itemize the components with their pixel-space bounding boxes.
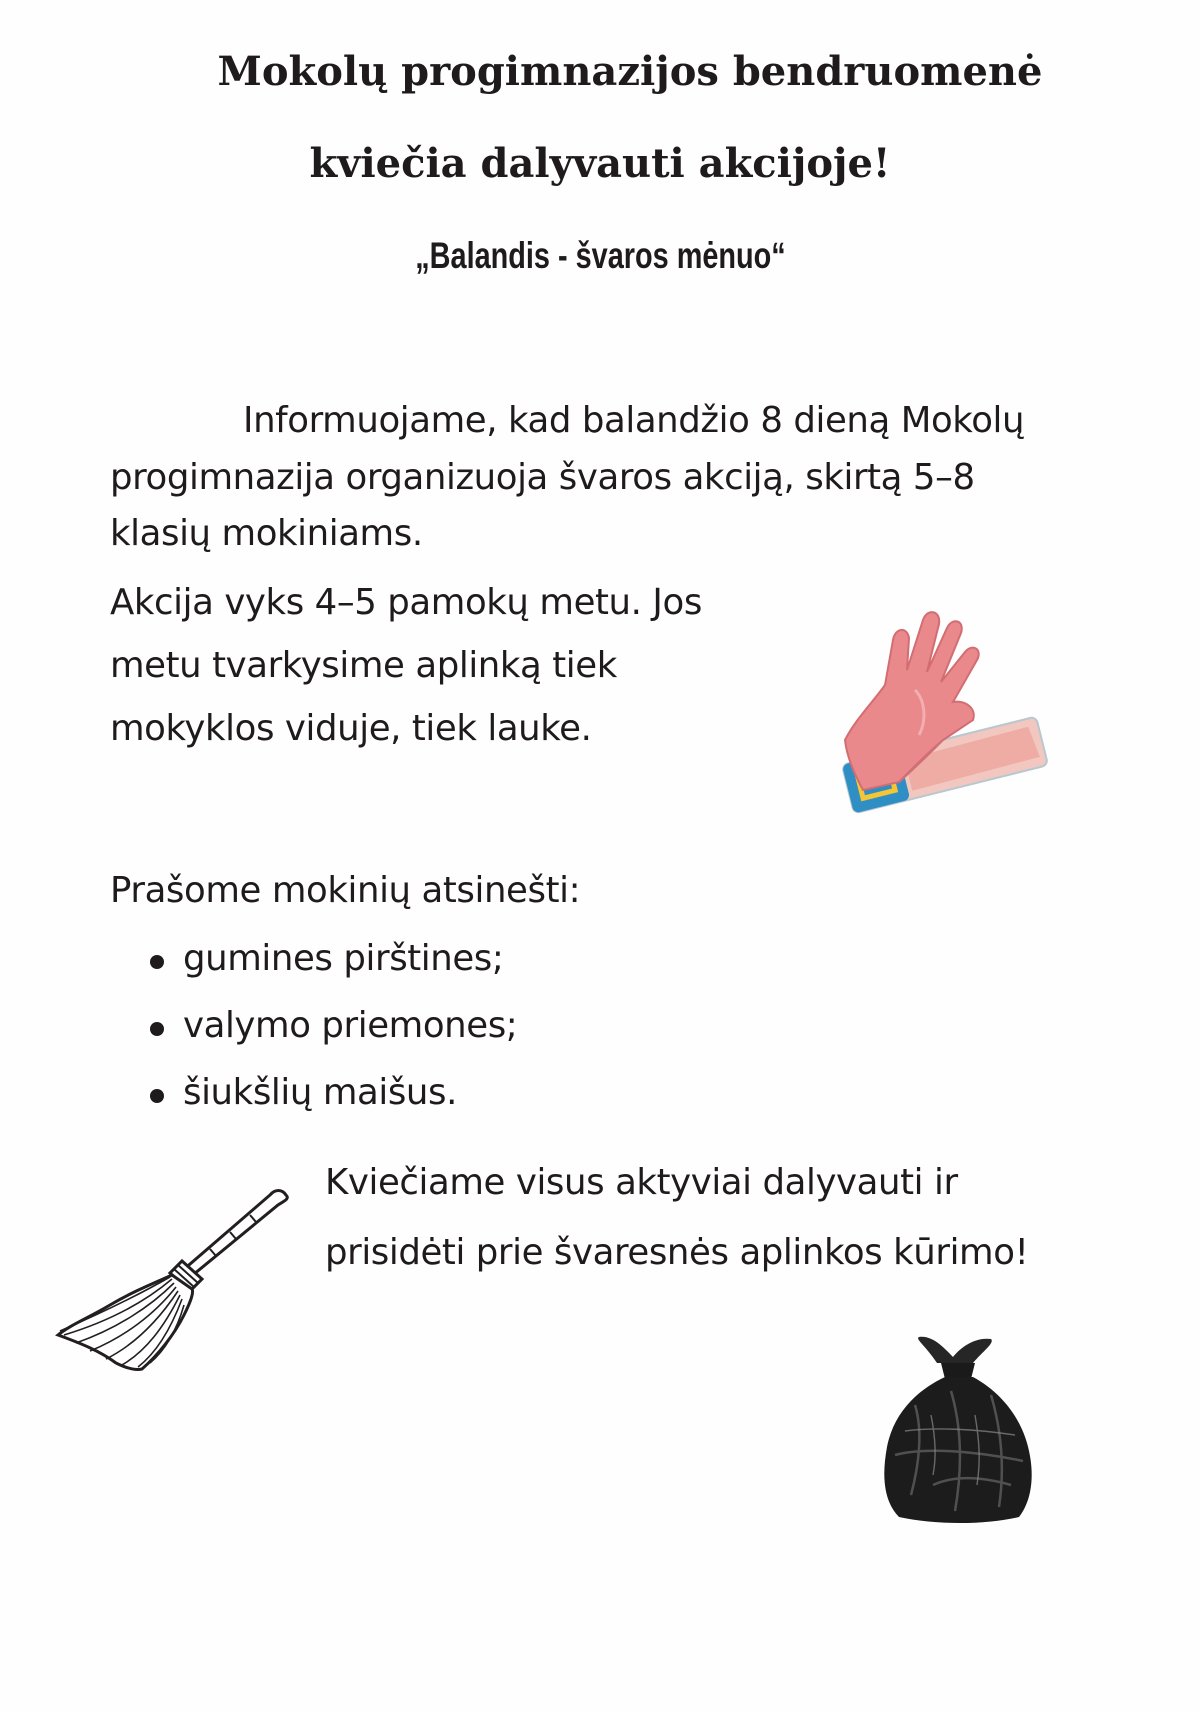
trash-bag-icon <box>875 1335 1040 1525</box>
schedule-line-2: metu tvarkysime aplinką tiek <box>110 645 617 686</box>
list-item <box>143 1072 517 1139</box>
bullet-icon <box>150 1089 164 1103</box>
campaign-subtitle-text: „Balandis - švaros mėnuo“ <box>414 235 786 276</box>
list-item-text: šiukšlių maišus. <box>183 1072 457 1113</box>
closing-line-2: prisidėti prie švaresnės aplinkos kūrimo! <box>325 1232 1029 1273</box>
bullet-icon <box>150 955 164 969</box>
campaign-subtitle <box>0 235 1200 277</box>
title-line-2: kviečia dalyvauti akcijoje! <box>309 140 891 187</box>
bullet-icon <box>150 1022 164 1036</box>
title-line-1: Mokolų progimnazijos bendruomenė <box>217 48 1043 95</box>
schedule-line-1: Akcija vyks 4–5 pamokų metu. Jos <box>110 582 702 623</box>
list-item <box>143 938 517 1005</box>
intro-line-1: Informuojame, kad balandžio 8 dieną Mokolų <box>243 400 1025 441</box>
closing-line-1: Kviečiame visus aktyviai dalyvauti ir <box>325 1162 958 1203</box>
broom-icon <box>50 1175 295 1375</box>
list-item-text: gumines pirštines; <box>183 938 504 979</box>
intro-line-3: klasių mokiniams. <box>110 513 423 554</box>
rubber-gloves-icon <box>815 590 1075 850</box>
list-item <box>143 1005 517 1072</box>
schedule-line-3: mokyklos viduje, tiek lauke. <box>110 708 592 749</box>
request-heading: Prašome mokinių atsinešti: <box>110 870 581 911</box>
intro-line-2: progimnazija organizuoja švaros akciją, skirtą 5–8 <box>110 457 975 498</box>
list-item-text: valymo priemones; <box>183 1005 518 1046</box>
supplies-list <box>143 938 517 1139</box>
